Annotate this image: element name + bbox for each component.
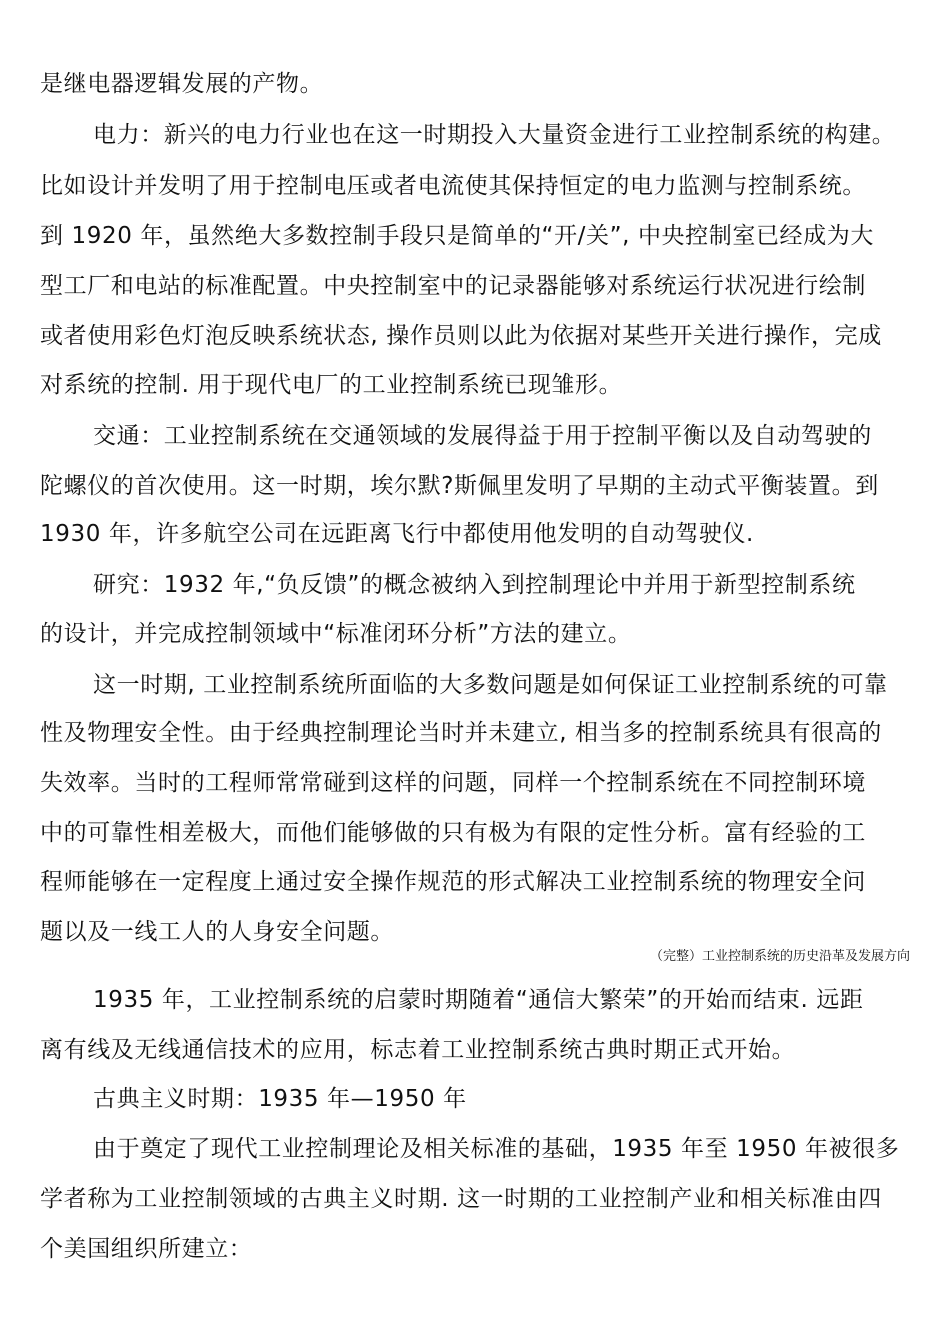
text-line: 个美国组织所建立：: [40, 1236, 253, 1262]
text-line: 或者使用彩色灯泡反映系统状态, 操作员则以此为依据对某些开关进行操作，完成: [40, 323, 882, 349]
text-line: 题以及一线工人的人身安全问题。: [40, 919, 394, 945]
text-line: 性及物理安全性。由于经典控制理论当时并未建立, 相当多的控制系统具有很高的: [40, 720, 882, 746]
text-line: 电力：新兴的电力行业也在这一时期投入大量资金进行工业控制系统的构建。: [93, 122, 896, 148]
text-line: 1935 年，工业控制系统的启蒙时期随着“通信大繁荣”的开始而结束. 远距: [93, 987, 864, 1013]
text-line: 1930 年，许多航空公司在远距离飞行中都使用他发明的自动驾驶仪.: [40, 521, 754, 547]
page-header-note: （完整）工业控制系统的历史沿革及发展方向: [649, 949, 910, 964]
text-line: 到 1920 年，虽然绝大多数控制手段只是简单的“开/关”, 中央控制室已经成为大: [40, 223, 874, 249]
text-line: 学者称为工业控制领域的古典主义时期. 这一时期的工业控制产业和相关标准由四: [40, 1186, 882, 1212]
text-line: 交通：工业控制系统在交通领域的发展得益于用于控制平衡以及自动驾驶的: [93, 423, 872, 449]
text-line: 对系统的控制. 用于现代电厂的工业控制系统已现雏形。: [40, 372, 623, 398]
text-line: 是继电器逻辑发展的产物。: [40, 71, 324, 97]
text-line: 程师能够在一定程度上通过安全操作规范的形式解决工业控制系统的物理安全问: [40, 869, 866, 895]
text-line: 古典主义时期：1935 年—1950 年: [93, 1086, 467, 1112]
text-line: 研究：1932 年,“负反馈”的概念被纳入到控制理论中并用于新型控制系统: [93, 572, 856, 598]
text-line: 中的可靠性相差极大，而他们能够做的只有极为有限的定性分析。富有经验的工: [40, 820, 866, 846]
text-line: 失效率。当时的工程师常常碰到这样的问题，同样一个控制系统在不同控制环境: [40, 770, 866, 796]
text-line: 由于奠定了现代工业控制理论及相关标准的基础，1935 年至 1950 年被很多: [93, 1136, 900, 1162]
text-line: 离有线及无线通信技术的应用，标志着工业控制系统古典时期正式开始。: [40, 1037, 796, 1063]
text-line: 的设计，并完成控制领域中“标准闭环分析”方法的建立。: [40, 621, 632, 647]
text-line: 型工厂和电站的标准配置。中央控制室中的记录器能够对系统运行状况进行绘制: [40, 273, 866, 299]
text-line: 陀螺仪的首次使用。这一时期，埃尔默?斯佩里发明了早期的主动式平衡装置。到: [40, 473, 879, 499]
text-line: 这一时期, 工业控制系统所面临的大多数问题是如何保证工业控制系统的可靠: [93, 672, 888, 698]
text-line: 比如设计并发明了用于控制电压或者电流使其保持恒定的电力监测与控制系统。: [40, 173, 866, 199]
